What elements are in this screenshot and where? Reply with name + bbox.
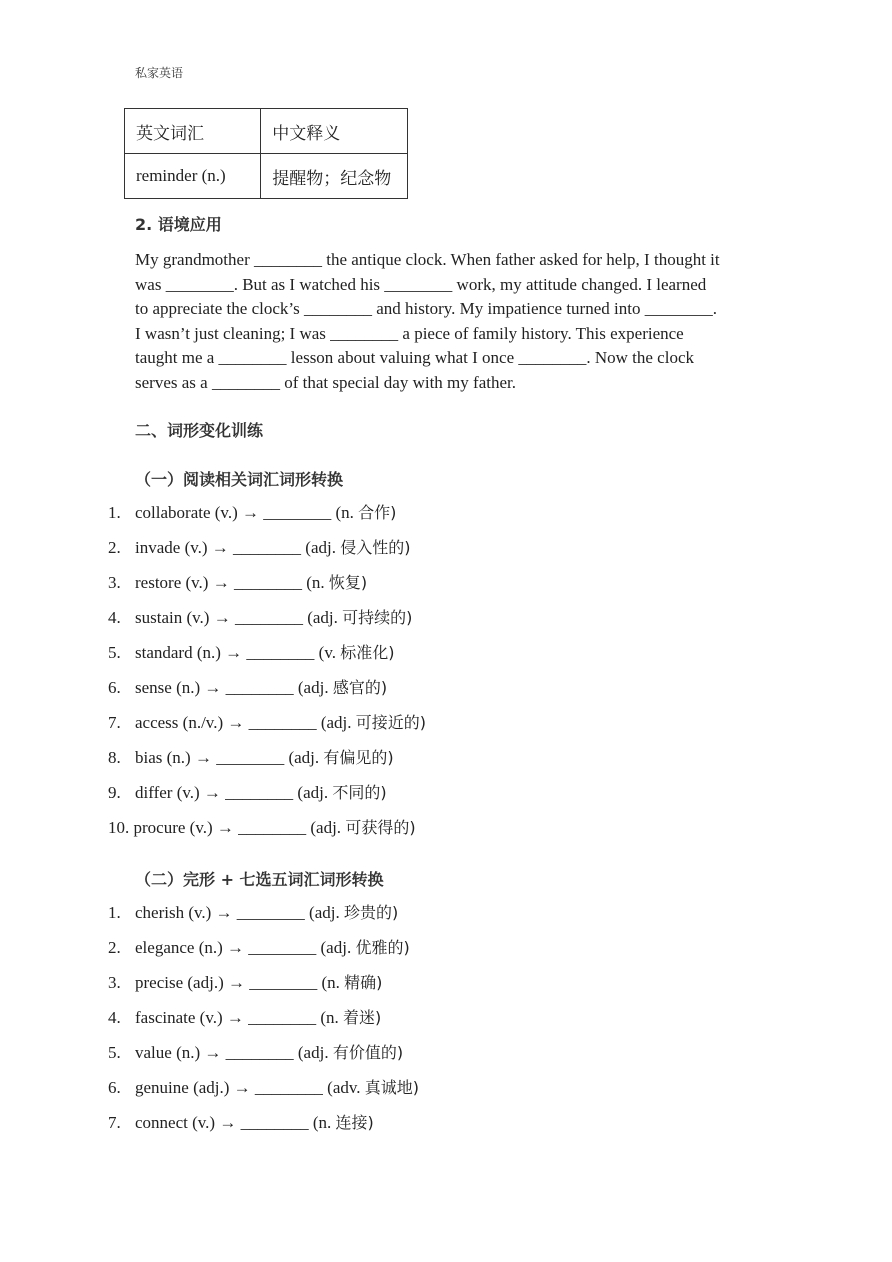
list-item bbox=[108, 536, 426, 571]
item-english: access (n./v.) → ________ (adj. bbox=[135, 713, 352, 732]
table-header-english: 英文词汇 bbox=[125, 109, 261, 154]
list-item bbox=[108, 746, 426, 781]
passage-line: was ________. But as I watched his ________ work, my attitude changed. I learned bbox=[135, 274, 707, 294]
subsection-title-reading: （一）阅读相关词汇词形转换 bbox=[135, 470, 344, 489]
item-number: 7. bbox=[108, 1113, 121, 1132]
list-item bbox=[108, 971, 419, 1006]
item-chinese: 侵入性的) bbox=[340, 538, 411, 557]
list-item bbox=[108, 501, 426, 536]
item-english: cherish (v.) → ________ (adj. bbox=[135, 903, 340, 922]
table-cell-meaning: 提醒物；纪念物 bbox=[261, 154, 408, 199]
item-english: standard (n.) → ________ (v. bbox=[135, 643, 336, 662]
item-english: invade (v.) → ________ (adj. bbox=[135, 538, 336, 557]
table-header-row bbox=[125, 109, 408, 154]
item-number: 7. bbox=[108, 713, 121, 732]
table-cell-word: reminder (n.) bbox=[125, 154, 261, 199]
item-number: 1. bbox=[108, 903, 121, 922]
subsection-title-cloze: （二）完形 + 七选五词汇词形转换 bbox=[135, 870, 384, 889]
passage-line: to appreciate the clock’s ________ and history. My impatience turned into ________. bbox=[135, 299, 717, 318]
part-title-word-forms: 二、词形变化训练 bbox=[135, 421, 264, 440]
list-item bbox=[108, 781, 426, 816]
item-chinese: 可获得的) bbox=[345, 818, 416, 837]
list-item bbox=[108, 606, 426, 641]
item-number: 5. bbox=[108, 1043, 121, 1062]
list-item bbox=[108, 1076, 419, 1111]
item-english: collaborate (v.) → ________ (n. bbox=[135, 503, 354, 522]
item-english: precise (adj.) → ________ (n. bbox=[135, 973, 340, 992]
table-header-chinese: 中文释义 bbox=[261, 109, 408, 154]
item-number: 9. bbox=[108, 783, 121, 802]
item-chinese: 着迷) bbox=[343, 1008, 382, 1027]
passage-line: I wasn’t just cleaning; I was ________ a piece of family history. This experience bbox=[135, 323, 684, 343]
item-english: elegance (n.) → ________ (adj. bbox=[135, 938, 352, 957]
context-passage bbox=[135, 248, 760, 395]
item-chinese: 真诚地) bbox=[364, 1078, 420, 1097]
list-item bbox=[108, 711, 426, 746]
item-english: genuine (adj.) → ________ (adv. bbox=[135, 1078, 361, 1097]
list-item bbox=[108, 1006, 419, 1041]
item-chinese: 珍贵的) bbox=[344, 903, 399, 922]
list-item bbox=[108, 641, 426, 676]
item-chinese: 连接) bbox=[335, 1113, 374, 1132]
item-english: fascinate (v.) → ________ (n. bbox=[135, 1008, 339, 1027]
item-chinese: 可持续的) bbox=[342, 608, 413, 627]
list-item bbox=[108, 816, 426, 851]
item-english: restore (v.) → ________ (n. bbox=[135, 573, 325, 592]
item-number: 3. bbox=[108, 973, 121, 992]
table-row bbox=[125, 154, 408, 199]
item-english: connect (v.) → ________ (n. bbox=[135, 1113, 332, 1132]
item-chinese: 合作) bbox=[358, 503, 397, 522]
item-chinese: 恢复) bbox=[328, 573, 368, 592]
item-chinese: 有价值的) bbox=[332, 1043, 404, 1062]
item-number: 2. bbox=[108, 538, 121, 557]
item-number: 3. bbox=[108, 573, 121, 592]
passage-line: serves as a ________ of that special day with my father. bbox=[135, 372, 516, 392]
item-chinese: 有偏见的) bbox=[323, 748, 394, 767]
item-chinese: 可接近的) bbox=[355, 713, 427, 732]
list-item bbox=[108, 676, 426, 711]
item-number: 5. bbox=[108, 643, 121, 662]
item-number: 4. bbox=[108, 1008, 121, 1027]
item-number: 2. bbox=[108, 938, 121, 957]
item-english: bias (n.) → ________ (adj. bbox=[135, 748, 320, 767]
cloze-word-list bbox=[108, 901, 419, 1146]
item-number: 4. bbox=[108, 608, 121, 627]
list-item bbox=[108, 1111, 419, 1146]
item-english: sense (n.) → ________ (adj. bbox=[135, 678, 329, 697]
item-english: differ (v.) → ________ (adj. bbox=[135, 783, 329, 802]
page-header-brand: 私家英语 bbox=[135, 66, 184, 80]
vocab-table bbox=[124, 108, 408, 199]
item-number: 6. bbox=[108, 1078, 121, 1097]
item-chinese: 标准化) bbox=[340, 643, 395, 662]
passage-line: taught me a ________ lesson about valuing what I once ________. Now the clock bbox=[135, 348, 694, 367]
item-chinese: 精确) bbox=[344, 973, 383, 992]
reading-word-list bbox=[108, 501, 426, 851]
item-number: 10. bbox=[108, 818, 130, 837]
item-english: procure (v.) → ________ (adj. bbox=[133, 818, 342, 837]
item-chinese: 优雅的) bbox=[355, 938, 410, 957]
passage-line: My grandmother ________ the antique clock. When father asked for help, I thought it bbox=[135, 250, 720, 269]
item-english: value (n.) → ________ (adj. bbox=[135, 1043, 329, 1062]
item-number: 1. bbox=[108, 503, 121, 522]
list-item bbox=[108, 936, 419, 971]
item-chinese: 感官的) bbox=[332, 678, 388, 697]
list-item bbox=[108, 901, 419, 936]
section-title-context: 2. 语境应用 bbox=[135, 215, 222, 234]
list-item bbox=[108, 1041, 419, 1076]
item-english: sustain (v.) → ________ (adj. bbox=[135, 608, 338, 627]
item-chinese: 不同的) bbox=[332, 783, 387, 802]
item-number: 6. bbox=[108, 678, 121, 697]
list-item bbox=[108, 571, 426, 606]
item-number: 8. bbox=[108, 748, 121, 767]
